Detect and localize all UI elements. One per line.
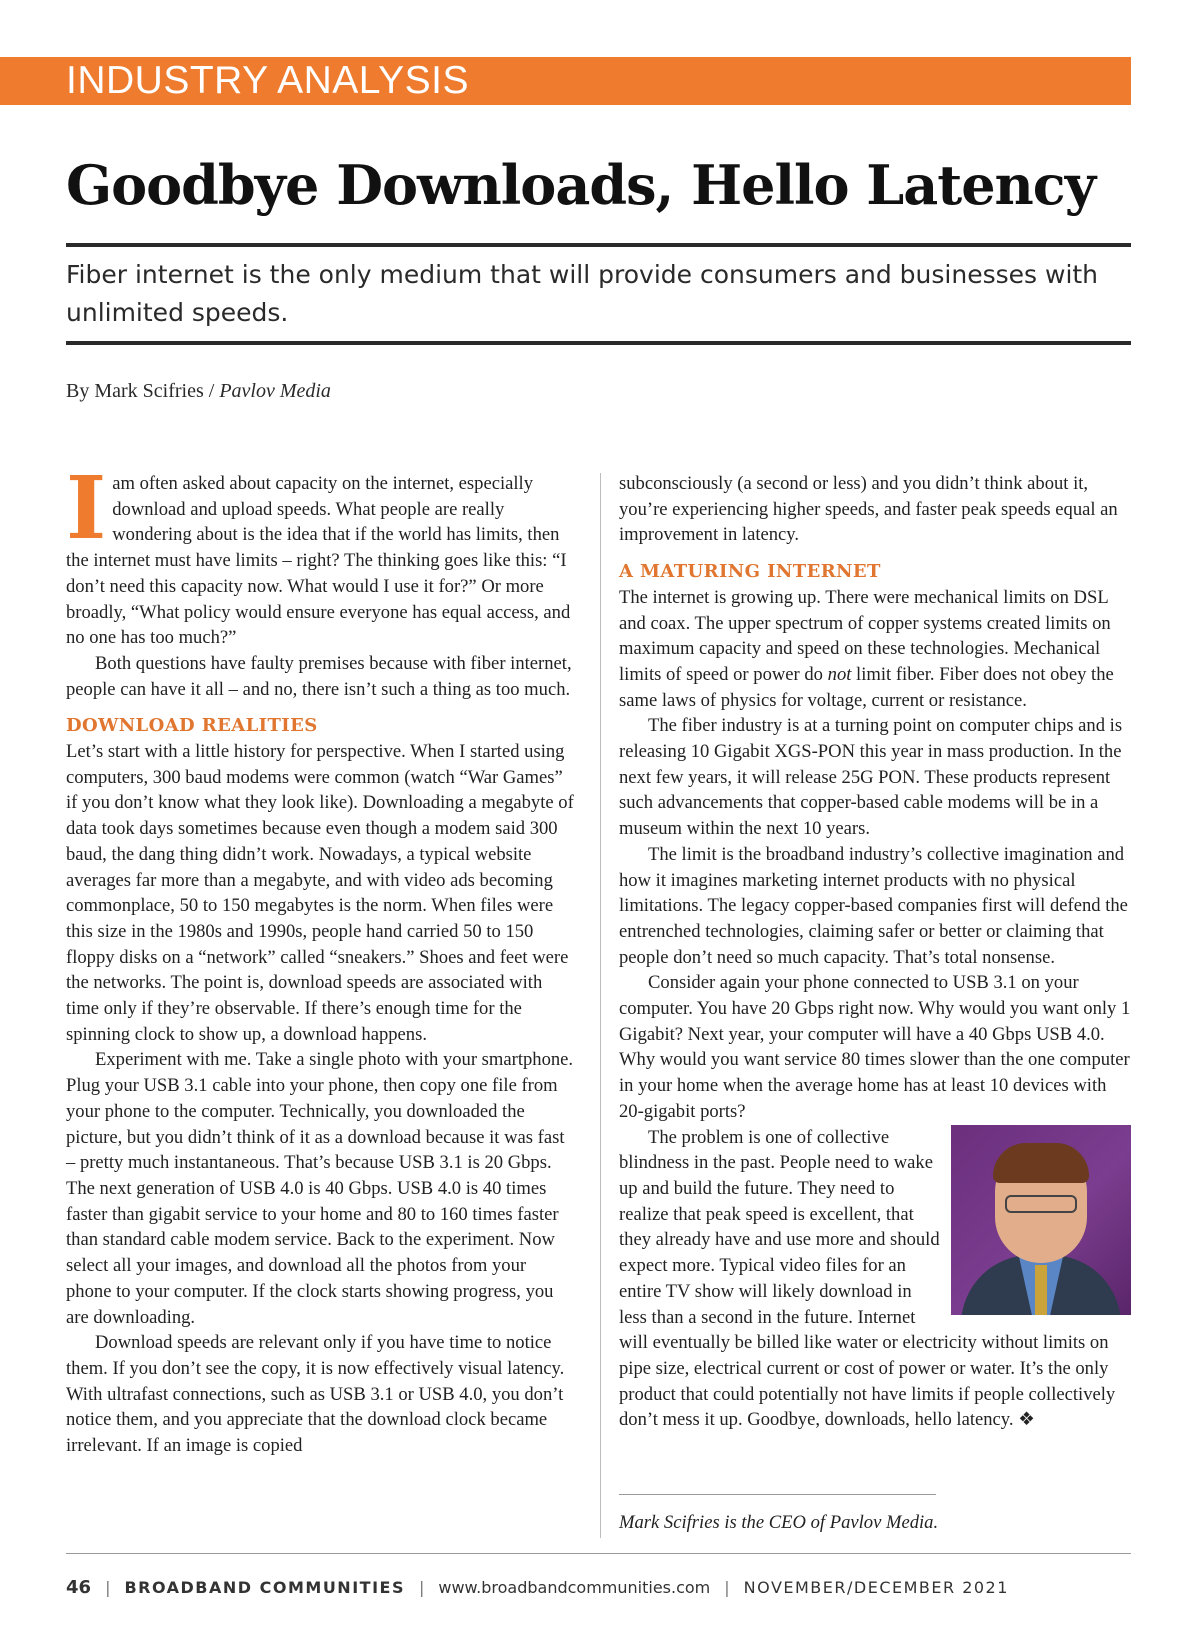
article-headline: Goodbye Downloads, Hello Latency	[66, 153, 1096, 217]
article-column-right	[619, 471, 1131, 1433]
issue-date: NOVEMBER/DECEMBER 2021	[743, 1578, 1009, 1597]
paragraph-9: The limit is the broadband industry’s collective imagination and how it imagines marketing internet products with no physical limitations. The legacy copper-based companies first will defend the entrenched technologies, claiming safer or better or claiming that people don’t need so much capacity. That’s total nonsense.	[619, 843, 1128, 968]
photo-hair	[993, 1143, 1089, 1183]
section-label: INDUSTRY ANALYSIS	[66, 59, 469, 102]
section-banner	[0, 57, 1131, 105]
publication-url: www.broadbandcommunities.com	[438, 1578, 711, 1597]
paragraph-6: subconsciously (a second or less) and you didn’t think about it, you’re experiencing higher speeds, and faster peak speeds equal an improvement in latency.	[619, 473, 1118, 546]
author-photo	[951, 1125, 1131, 1315]
footer-separator: |	[724, 1578, 730, 1597]
page-number: 46	[66, 1577, 92, 1598]
paragraph-11	[619, 1125, 1131, 1433]
paragraph-11-text: The problem is one of collective blindness in the past. People need to wake up and build the future. They need to realize that peak speed is excellent, that they already have and use more and should expect more. Typical video files for an entire TV show will likely download in less than a second in the future. Internet will eventually be billed like water or electricity without limits on pipe size, electrical current or cost of power or water. It’s the only product that could potentially not have limits if people collectively don’t mess it up. Goodbye, downloads, hello latency. ❖	[619, 1126, 1116, 1431]
photo-glasses	[1005, 1195, 1077, 1213]
article-deck: Fiber internet is the only medium that will provide consumers and businesses with unlimited speeds.	[66, 260, 1099, 327]
paragraph-5: Download speeds are relevant only if you have time to notice them. If you don’t see the copy, it is now effectively visual latency. With ultrafast connections, such as USB 3.1 or USB 4.0, you don’t notice them, and you appreciate that the download clock became irrelevant. If an image is copied	[66, 1332, 565, 1457]
paragraph-7-text-a: The internet is growing up. There were mechanical limits on DSL and coax. The upper spectrum of copper systems created limits on maximum capacity and speed on these technologies. Mechanical limits of speed or power do	[619, 586, 1111, 685]
byline	[66, 380, 331, 403]
footer-separator: |	[418, 1578, 425, 1597]
paragraph-10: Consider again your phone connected to USB 3.1 on your computer. You have 20 Gbps right now. Why would you want only 1 Gigabit? Next year, your computer will have a 40 Gbps USB 4.0. Why would you want service 80 times slower than the one computer in your home when the average home has at least 10 devices with 20-gigabit ports?	[619, 972, 1131, 1122]
subhead-download-realities: DOWNLOAD REALITIES	[66, 715, 318, 737]
photo-tie	[1035, 1265, 1047, 1315]
drop-cap: I	[66, 458, 107, 559]
article-column-left	[66, 458, 576, 1459]
paragraph-2: Both questions have faulty premises because with fiber internet, people can have it all – and no, there isn’t such a thing as too much.	[66, 652, 572, 700]
paragraph-7	[619, 585, 1131, 714]
footer-rule	[66, 1553, 1131, 1554]
paragraph-7-emphasis: not	[827, 663, 852, 685]
paragraph-1-text: am often asked about capacity on the internet, especially download and upload speeds. What people are really wondering about is the idea that if the world has limits, then the internet must have limits – right? The thinking goes like this: “I don’t need this capacity now. What would I use it for?” Or more broadly, “What policy would ensure everyone has equal access, and no one has too much?”	[66, 473, 571, 649]
byline-author: By Mark Scifries /	[66, 380, 220, 402]
bio-rule	[619, 1494, 936, 1495]
deck-bottom-rule	[66, 341, 1131, 345]
column-divider	[600, 473, 601, 1538]
footer-separator: |	[105, 1578, 111, 1597]
deck-top-rule	[66, 243, 1131, 247]
paragraph-8: The fiber industry is at a turning point on computer chips and is releasing 10 Gigabit XGS-PON this year in mass production. In the next few years, it will release 25G PON. These products represent such advancements that copper-based cable modems will be in a museum within the next 10 years.	[619, 715, 1123, 840]
publication-name: BROADBAND COMMUNITIES	[124, 1578, 405, 1597]
paragraph-7-text-b: limit fiber. Fiber does not obey the same laws of physics for voltage, current or resistance.	[619, 663, 1114, 711]
page-footer	[66, 1577, 1009, 1598]
subhead-maturing-internet: A MATURING INTERNET	[619, 561, 881, 583]
byline-org: Pavlov Media	[219, 380, 331, 402]
paragraph-4: Experiment with me. Take a single photo with your smartphone. Plug your USB 3.1 cable into your phone, then copy one file from your phone to the computer. Technically, you downloaded the picture, but you didn’t think of it as a download because it was fast – pretty much instantaneous. That’s because USB 3.1 is 20 Gbps. The next generation of USB 4.0 is 40 Gbps. USB 4.0 is 40 times faster than gigabit service to your home and 80 to 160 times faster than standard cable modem service. Back to the experiment. Now select all your images, and download all the photos from your phone to your computer. If the clock starts showing progress, you are downloading.	[66, 1049, 574, 1328]
author-bio: Mark Scifries is the CEO of Pavlov Media.	[619, 1512, 939, 1533]
paragraph-3: Let’s start with a little history for perspective. When I started using computers, 300 baud modems were common (watch “War Games” if you don’t know what they look like). Downloading a megabyte of data took days sometimes because even though a modem said 300 baud, the dang thing didn’t work. Nowadays, a typical website averages far more than a megabyte, and with video ads becoming commonplace, 50 to 150 megabytes is the norm. When files were this size in the 1980s and 1990s, people hand carried 50 to 150 floppy disks on a “network” called “sneakers.” Shoes and feet were the networks. The point is, download speeds are associated with time only if they’re observable. If there’s enough time for the spinning clock to show up, a download happens.	[66, 741, 574, 1045]
paragraph-1	[66, 458, 576, 651]
